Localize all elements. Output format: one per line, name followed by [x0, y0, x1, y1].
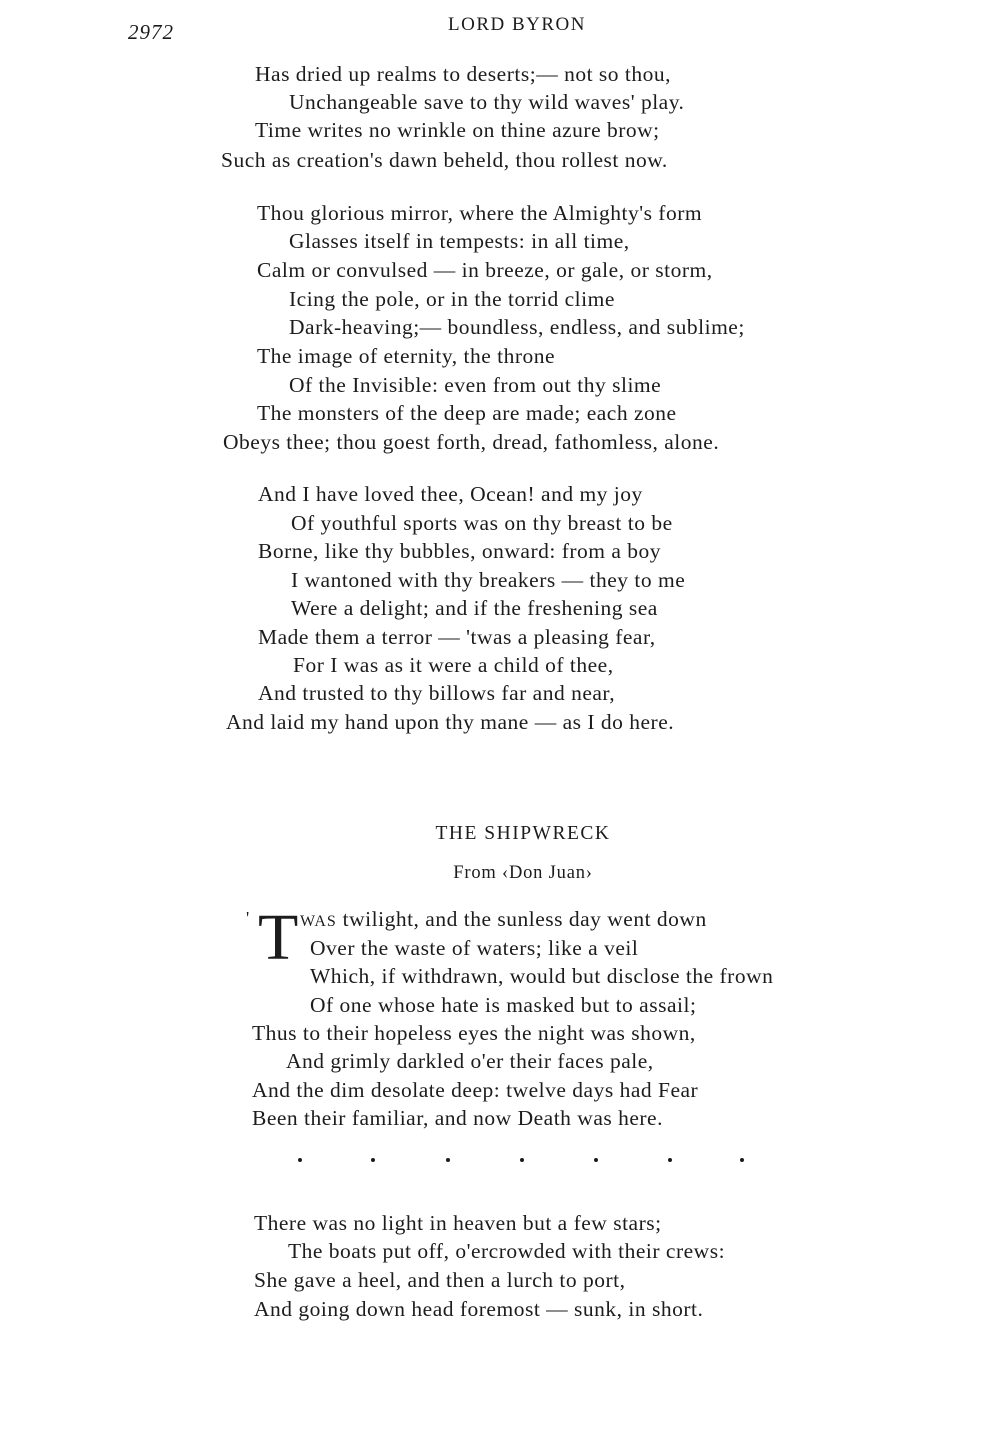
poem-line: Icing the pole, or in the torrid clime: [289, 287, 615, 311]
poem-line: For I was as it were a child of thee,: [293, 653, 614, 677]
poem-line: And grimly darkled o'er their faces pale,: [286, 1049, 654, 1073]
poem-line: Over the waste of waters; like a veil: [310, 936, 639, 960]
poem-line: Were a delight; and if the freshening sea: [291, 596, 658, 620]
ellipsis-dot: [668, 1158, 672, 1162]
small-caps-word: WAS: [300, 913, 337, 930]
page-number: 2972: [128, 20, 174, 44]
opening-line-rest: twilight, and the sunless day went down: [336, 907, 707, 931]
poem-line: Borne, like thy bubbles, onward: from a boy: [258, 539, 662, 563]
poem-line: Thus to their hopeless eyes the night was shown,: [252, 1021, 696, 1045]
poem-line: I wantoned with thy breakers — they to me: [291, 568, 686, 592]
running-head: LORD BYRON: [448, 14, 586, 35]
poem-line: She gave a heel, and then a lurch to port,: [254, 1268, 626, 1292]
poem-line: And laid my hand upon thy mane — as I do here.: [226, 710, 675, 734]
poem-line: Of one whose hate is masked but to assail;: [310, 993, 697, 1017]
poem-line: And trusted to thy billows far and near,: [258, 681, 616, 705]
poem-line: Of youthful sports was on thy breast to be: [291, 511, 673, 535]
poem-line: And going down head foremost — sunk, in short.: [254, 1297, 704, 1321]
poem-title: THE SHIPWRECK: [435, 823, 611, 844]
ellipsis-dot: [520, 1158, 524, 1162]
poem-line: There was no light in heaven but a few stars;: [254, 1211, 662, 1235]
poem-line: The image of eternity, the throne: [257, 344, 556, 368]
poem-line: The boats put off, o'ercrowded with their crews:: [288, 1239, 726, 1263]
ellipsis-dot: [740, 1158, 744, 1162]
section-break-dots: [290, 1150, 750, 1170]
poem-line: Been their familiar, and now Death was here.: [252, 1106, 663, 1130]
ellipsis-dot: [594, 1158, 598, 1162]
poem-line: Such as creation's dawn beheld, thou rollest now.: [221, 148, 668, 172]
poem-line: Of the Invisible: even from out thy slime: [289, 373, 662, 397]
poem-line-opening: [300, 909, 707, 931]
poem-line: Unchangeable save to thy wild waves' play.: [289, 90, 685, 114]
poem-line: And the dim desolate deep: twelve days had Fear: [252, 1078, 699, 1102]
poem-line: And I have loved thee, Ocean! and my joy: [258, 482, 643, 506]
poem-line: Time writes no wrinkle on thine azure brow;: [255, 118, 660, 142]
poem-source: From ‹Don Juan›: [453, 863, 593, 883]
poem-line: Calm or convulsed — in breeze, or gale, or storm,: [257, 258, 713, 282]
ellipsis-dot: [446, 1158, 450, 1162]
ellipsis-dot: [371, 1158, 375, 1162]
drop-cap: T: [258, 901, 299, 974]
poem-line: Obeys thee; thou goest forth, dread, fathomless, alone.: [223, 430, 720, 454]
poem-line: Glasses itself in tempests: in all time,: [289, 229, 630, 253]
opening-apostrophe: ': [246, 908, 250, 928]
poem-line: Made them a terror — 'twas a pleasing fear,: [258, 625, 656, 649]
poem-line: Dark-heaving;— boundless, endless, and sublime;: [289, 315, 745, 339]
poem-line: Which, if withdrawn, would but disclose the frown: [310, 964, 774, 988]
ellipsis-dot: [298, 1158, 302, 1162]
poem-line: Has dried up realms to deserts;— not so thou,: [255, 62, 672, 86]
poem-line: Thou glorious mirror, where the Almighty's form: [257, 201, 703, 225]
poem-line: The monsters of the deep are made; each zone: [257, 401, 677, 425]
